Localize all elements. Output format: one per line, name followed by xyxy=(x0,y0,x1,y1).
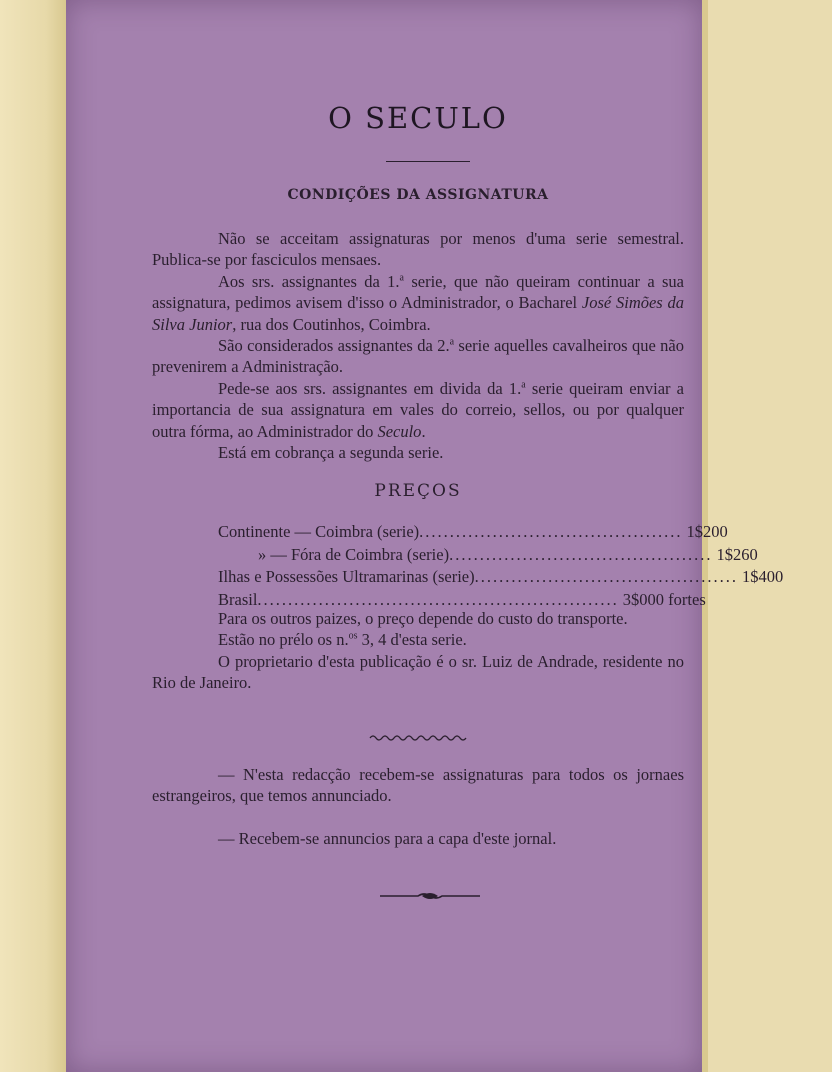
note-paragraph xyxy=(152,608,684,629)
administrator-name: José Simões da Silva Junior xyxy=(152,293,684,334)
section-title-conditions: CONDIÇÕES DA ASSIGNATURA xyxy=(287,187,549,203)
ordinal-sup: os xyxy=(348,630,358,642)
note-text: 3, 4 d'esta serie. xyxy=(357,630,467,650)
price-list xyxy=(218,521,784,612)
condition-text: . xyxy=(421,421,426,441)
price-label: Brasil xyxy=(218,590,258,610)
condition-text: Pede-se aos srs. assignantes em divida da 1. xyxy=(218,378,522,398)
ordinal-sup: a xyxy=(521,379,526,391)
leader-dots: ........................................................... xyxy=(257,590,619,610)
ordinal-sup: a xyxy=(399,272,404,284)
ornament-divider xyxy=(378,890,482,902)
note-paragraph xyxy=(152,629,684,650)
announcement-paragraph: — Recebem-se annuncios para a capa d'este jornal. xyxy=(218,828,557,848)
condition-text: Aos srs. assignantes da 1. xyxy=(218,271,400,291)
condition-paragraph xyxy=(152,228,684,271)
leader-dots: ........................................... xyxy=(449,544,713,564)
price-label: Continente — Coimbra (serie) xyxy=(218,522,420,541)
price-row xyxy=(218,566,784,589)
note-text: Estão no prélo os n. xyxy=(218,630,349,650)
condition-text: serie aquelles cavalheiros que não prevenirem a Administração. xyxy=(152,336,684,377)
page-title: O SECULO xyxy=(328,101,508,135)
price-value: 3$000 fortes xyxy=(622,590,706,610)
announcements-section xyxy=(152,764,684,870)
note-paragraph xyxy=(152,651,684,694)
leader-dots: ........................................... xyxy=(474,567,738,587)
title-rule xyxy=(386,161,470,162)
price-row xyxy=(218,544,758,567)
wave-divider xyxy=(370,733,466,743)
condition-text: Está em cobrança a segunda serie. xyxy=(218,443,444,463)
condition-text: , rua dos Coutinhos, Coimbra. xyxy=(232,314,431,334)
announcement-paragraph: — N'esta redacção recebem-se assignaturas para todos os jornaes estrangeiros, que temos annunciado. xyxy=(152,765,684,806)
condition-text: serie queiram enviar a importancia de sua assignatura em vales do correio, sellos, ou por qualquer outra fórma, ao Administrador do xyxy=(152,378,684,441)
condition-paragraph xyxy=(152,378,684,442)
price-row xyxy=(218,521,728,544)
condition-text: São considerados assignantes da 2. xyxy=(218,336,450,356)
condition-text: serie, que não queiram continuar a sua assignatura, pedimos avisem d'isso o Administrador, o Bacharel xyxy=(152,271,684,313)
page-edge-left xyxy=(0,0,66,1072)
leader-dots: ........................................... xyxy=(419,522,683,541)
note-text: Para os outros paizes, o preço depende do custo do transporte. xyxy=(218,609,628,628)
condition-paragraph xyxy=(152,442,684,463)
journal-name: Seculo xyxy=(377,421,422,441)
conditions-section xyxy=(152,228,684,463)
note-text: O proprietario d'esta publicação é o sr. Luiz de Andrade, residente no Rio de Janeiro. xyxy=(152,651,684,693)
condition-paragraph xyxy=(152,335,684,378)
notes-section xyxy=(152,608,684,694)
ordinal-sup: a xyxy=(449,336,455,348)
price-label: Ilhas e Possessões Ultramarinas (serie) xyxy=(218,567,475,587)
price-value: 1$200 xyxy=(686,522,728,541)
price-value: 1$260 xyxy=(716,544,758,564)
condition-text: Não se acceitam assignaturas por menos d'uma serie semestral. Publica-se por fasciculos mensaes. xyxy=(152,229,684,270)
section-title-prices: PREÇOS xyxy=(374,481,462,501)
condition-paragraph xyxy=(152,271,684,335)
price-label: » — Fóra de Coimbra (serie) xyxy=(258,544,450,564)
price-value: 1$400 xyxy=(741,567,784,587)
